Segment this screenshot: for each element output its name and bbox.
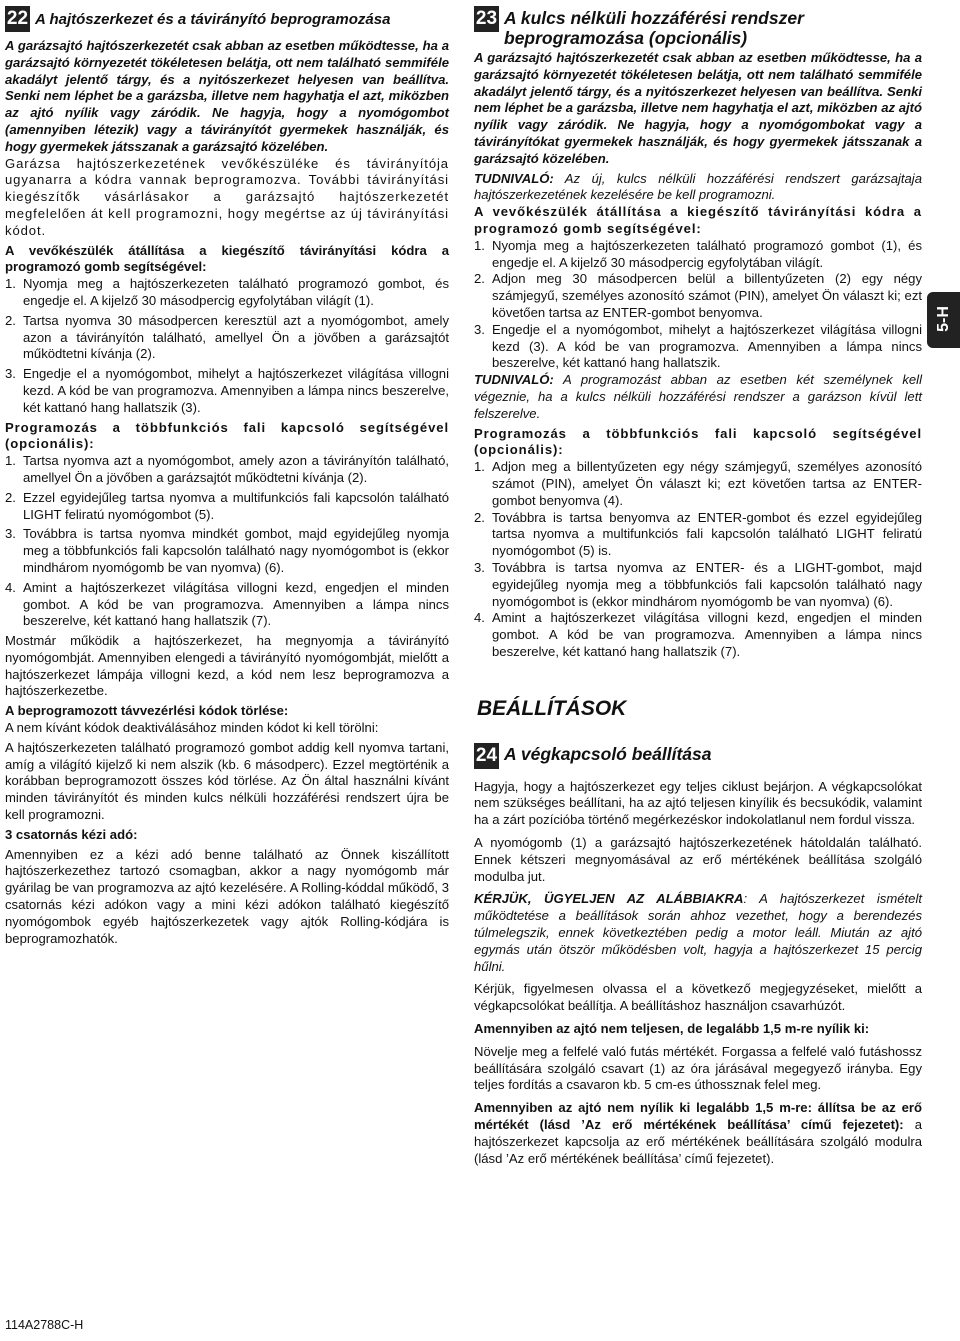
section-23-heading <box>474 6 922 50</box>
paragraph: A nyomógomb (1) a garázsajtó hajtószerkezetének hátoldalán található. Ennek kétszeri megnyomásával az erő mértékének beállítása szolgáló modulba jut. <box>474 835 922 884</box>
note-label: TUDNIVALÓ: <box>474 372 554 388</box>
paragraph: Növelje meg a felfelé való futás mértékét. Forgassa a felfelé való futáshossz beállítására szolgáló csavart (1) az óra járásával megegyező irányba. Egy teljes fordítás a csavaron kb. 5 cm-es úthossznak felel meg. <box>474 1043 922 1093</box>
step-list <box>474 459 922 661</box>
step-list <box>474 238 922 372</box>
list-item: 4. Amint a hajtószerkezet világítása villogni kezd, engedjen el minden gombot. A kód be van programozva. Amennyiben a lámpa nincs beszerelve, két kattanó hang hallatszik (7). <box>5 579 449 629</box>
paragraph: A nem kívánt kódok deaktiválásához minden kódot ki kell törölni: <box>5 720 379 736</box>
section-title-line2: beprogramozása (opcionális) <box>504 28 748 48</box>
paragraph: Garázsa hajtószerkezetének vevőkészüléke és távirányítója ugyanarra a kódra vannak beprogramozva. További távirányítási kiegészítők vásárlásakor a garázsajtó hajtószerkezetét megfelelően át kell programozni, hogy megértse az új távirányítási kódot. <box>5 155 449 238</box>
subheading: Programozás a többfunkciós fali kapcsoló segítségével (opcionális): <box>474 425 922 458</box>
list-item: 1. Nyomja meg a hajtószerkezeten található programozó gombot, és engedje el. A kijelző 30 másodpercig egyfolytában világít (1). <box>5 276 449 308</box>
list-item: 3. Továbbra is tartsa nyomva az ENTER- és a LIGHT-gombot, majd egyidejűleg nyomja meg a többfunkciós fali kapcsolón található nagy nyomógombot is (ekkor mindhárom nyomógomb be van nyomva) (6). <box>474 559 922 609</box>
section-number: 23 <box>474 6 499 32</box>
list-item: 2. Adjon meg 30 másodpercen belül a billentyűzeten (2) egy négy számjegyű, személyes azonosító számot (PIN), amelyet Ön választ ki; ezt követően tartsa az ENTER-gombot benyomva. <box>474 271 922 320</box>
safety-warning: A garázsajtó hajtószerkezetét csak abban az esetben működtesse, ha a garázsajtó környezetét tökéletesen belátja, ott nem található semmiféle akadályt jelentő tárgy, és a nyitószerkezet helyesen van beállítva. Senki nem léphet be a garázsba, illetve nem hagyhatja el azt, miközben az ajtó nyílik vagy záródik. Ne hagyja, hogy a nyomógombot (amennyiben létezik) vagy a távirányítót gyermekek használják, és hogy gyermekek játsszanak a garázsajtó közelében. <box>5 38 449 154</box>
note: TUDNIVALÓ: A programozást abban az esetben két személynek kell végeznie, ha a kulcs nélküli hozzáférési rendszer a garázson kívül lett felszerelve. <box>474 372 922 421</box>
subheading: A beprogramozott távvezérlési kódok törlése: <box>5 703 289 719</box>
settings-heading: BEÁLLÍTÁSOK <box>477 696 627 720</box>
section-title: A hajtószerkezet és a távirányító beprogramozása <box>35 11 391 28</box>
paragraph: Kérjük, figyelmesen olvassa el a következő megjegyzéseket, mielőtt a végkapcsolókat beállítja. A beállításhoz használjon csavarhúzót. <box>474 981 922 1014</box>
paragraph: A hajtószerkezeten található programozó gombot addig kell nyomva tartani, amíg a világító kijelző ki nem alszik (kb. 6 másodperc). Ezzel megtörténik a korábban beprogramozott összes kód törlése. Az Ön által használni kívánt minden távirányítót és minden kulcs nélküli hozzáférési rendszert újra be kell programozni. <box>5 739 449 823</box>
note: TUDNIVALÓ: Az új, kulcs nélküli hozzáférési rendszert garázsajtaja hajtószerkezetének kezelésére be kell programozni. <box>474 170 922 203</box>
paragraph: Amennyiben az ajtó nem nyílik ki legalább 1,5 m-re: állítsa be az erő mértékét (lásd ’Az erő mértékének beállítása’ című fejezetet): a hajtószerkezet kapcsolja az erő mértékének beállítására szolgáló modulra (lásd ’Az erő mértékének beállítása’ című fejezetet). <box>474 1100 922 1166</box>
section-title: A végkapcsoló beállítása <box>504 743 712 764</box>
list-item: 2. Ezzel egyidejűleg tartsa nyomva a multifunkciós fali kapcsolón található LIGHT feliratú nyomógombot (5). <box>5 489 449 522</box>
section-title-line1: A kulcs nélküli hozzáférési rendszer <box>504 8 804 28</box>
page-side-tab: 5-H <box>927 292 960 348</box>
subheading: 3 csatornás kézi adó: <box>5 826 138 842</box>
list-item: 1. Nyomja meg a hajtószerkezeten található programozó gombot (1), és engedje el. A kijelző 30 másodpercig egyfolytában világít. <box>474 237 922 270</box>
left-column <box>5 0 449 947</box>
right-column <box>474 0 922 1167</box>
step-list <box>5 276 449 416</box>
list-item: 3. Engedje el a nyomógombot, mihelyt a hajtószerkezet világítása villogni kezd. A kód be van programozva. Amennyiben a lámpa nincs beszerelve, két kattanó hang hallatszik (3). <box>5 366 449 415</box>
section-22-heading <box>5 6 449 34</box>
list-item: 2. Tartsa nyomva 30 másodpercen keresztül azt a nyomógombot, amely azon a távirányítón található, amellyel Ön a jövőben a garázsajtót működtetni kívánja (2). <box>5 312 449 362</box>
section-24-heading <box>474 743 922 773</box>
step-list <box>5 453 449 630</box>
section-number: 24 <box>474 743 499 769</box>
list-item: 2. Továbbra is tartsa benyomva az ENTER-gombot és ezzel egyidejűleg tartsa nyomva a multifunkciós fali kapcsolón található LIGHT feliratú nyomógombot (5) is. <box>474 509 922 559</box>
subheading: A vevőkészülék átállítása a kiegészítő távirányítási kódra a programozó gomb segítségével: <box>474 204 922 236</box>
list-item: 1. Tartsa nyomva azt a nyomógombot, amely azon a távirányítón található, amellyel Ön a jövőben a garázsajtót működtetni kívánja (2). <box>5 453 449 485</box>
section-number: 22 <box>5 6 30 32</box>
list-item: 3. Engedje el a nyomógombot, mihelyt a hajtószerkezet világítása villogni kezd (3). A kód be van programozva. Amennyiben a lámpa nincs beszerelve, két kattanó hang hallatszik. <box>474 321 922 371</box>
document-code: 114A2788C-H <box>5 1318 84 1332</box>
caution-label: KÉRJÜK, ÜGYELJEN AZ ALÁBBIAKRA <box>474 891 744 907</box>
subheading: Programozás a többfunkciós fali kapcsoló segítségével (opcionális): <box>5 419 449 452</box>
subheading: A vevőkészülék átállítása a kiegészítő távirányítási kódra a programozó gomb segítségével: <box>5 242 449 275</box>
subheading-inline: Amennyiben az ajtó nem nyílik ki legalább 1,5 m-re: állítsa be az erő mértékét (lásd ’Az erő mértékének beállítása’ című fejezetet): <box>474 1100 922 1133</box>
list-item: 3. Továbbra is tartsa nyomva mindkét gombot, majd egyidejűleg nyomja meg a többfunkciós fali kapcsolón található nagy nyomógombot is (ekkor mindhárom nyomógomb be van nyomva) (6). <box>5 526 449 575</box>
list-item: 1. Adjon meg a billentyűzeten egy négy számjegyű, személyes azonosító számot (PIN), amelyet Ön választ ki; ezt követően tartsa az ENTER-gombot benyomva (4). <box>474 459 922 508</box>
safety-warning: A garázsajtó hajtószerkezetét csak abban az esetben működtesse, ha a garázsajtó környezetét tökéletesen belátja, ott nem található semmiféle akadályt jelentő tárgy, és a nyitószerkezet helyesen van beállítva. Senki nem léphet be a garázsba, illetve nem hagyhatja el azt, miközben az ajtó nyílik vagy záródik. Ne hagyja, hogy a nyomógombokat vagy a távirányítókat gyermekek használják, és hogy gyermekek játsszanak a garázsajtó közelében. <box>474 50 922 166</box>
caution: KÉRJÜK, ÜGYELJEN AZ ALÁBBIAKRA: A hajtószerkezet ismételt működtetése a beállítások során ahhoz vezethet, hogy a berendezés túlmelegszik, ennek következtében pedig a motor leáll. Miután az ajtó egymás után ötször működésben volt, hagyja a hajtószerkezet 15 percig hűlni. <box>474 891 922 974</box>
list-item: 4. Amint a hajtószerkezet világítása villogni kezd, engedjen el minden gombot. A kód be van programozva. Amennyiben a lámpa nincs beszerelve, két kattanó hang hallatszik (7). <box>474 610 922 659</box>
paragraph: Amennyiben ez a kézi adó benne található az Önnek kiszállított hajtószerkezethez tartozó csomagban, akkor a nagy nyomógomb már gyárilag be van programozva az ajtó kezelésére. A Rolling-kóddal működő, 3 csatornás kézi adókon vagy a mini kézi adókon található kiegészítő nyomógombok egyéb hajtószerkezetek vagy ajtók Rolling-kódjára is beprogramozhatók. <box>5 846 449 946</box>
subheading: Amennyiben az ajtó nem teljesen, de legalább 1,5 m-re nyílik ki: <box>474 1021 870 1037</box>
note-label: TUDNIVALÓ: <box>474 170 554 186</box>
paragraph: Hagyja, hogy a hajtószerkezet egy teljes ciklust bejárjon. A végkapcsolókat nem szükséges beállítani, ha az ajtó teljesen kinyílik és becsukódik, valamint ha a zárt pozícióba történő megérkezéskor indokolatlanul nem fordul vissza. <box>474 778 922 828</box>
paragraph: Mostmár működik a hajtószerkezet, ha megnyomja a távirányító nyomógombját. Amennyiben elengedi a távirányító nyomógombját, mielőtt a hajtószerkezet lámpája villogni kezd, a kód nem lesz beprogramozva a hajtószerkezetbe. <box>5 633 449 699</box>
